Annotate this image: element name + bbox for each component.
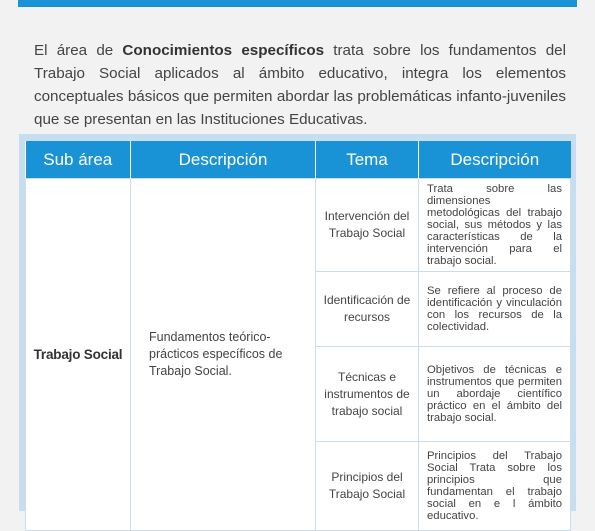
intro-paragraph xyxy=(34,39,566,131)
tema-cell: Identificación de recursos xyxy=(316,272,419,347)
header-subarea: Sub área xyxy=(26,141,131,179)
table-header-row xyxy=(26,141,571,179)
intro-bold-term: Conocimientos específicos xyxy=(122,42,325,60)
tema-description-cell: Se refiere al proceso de identificación y vinculación con los recursos de la colectividad. xyxy=(419,272,571,347)
top-accent-bar xyxy=(18,0,577,7)
table-frame xyxy=(19,134,576,522)
intro-text-before: El área de xyxy=(34,42,123,60)
tema-description-cell: Principios del Trabajo Social Trata sobre los principios que fundamentan el trabajo social en e l ámbito educativo. xyxy=(419,442,571,531)
subarea-description-cell: Fundamentos teórico-prácticos específicos de Trabajo Social. xyxy=(131,179,316,531)
table-row xyxy=(26,179,571,272)
intro-text-after: trata sobre los fundamentos del Trabajo Social aplicados al ámbito educativo, integra los elementos conceptuales básicos que permiten abordar las problemáticas infanto-juveniles que se presentan en las Instituciones Educativas. xyxy=(34,42,566,129)
tema-cell: Intervención del Trabajo Social xyxy=(316,179,419,272)
tema-cell: Principios del Trabajo Social xyxy=(316,442,419,531)
header-tema-description: Descripción xyxy=(419,141,571,179)
header-tema: Tema xyxy=(316,141,419,179)
tema-cell: Técnicas e instrumentos de trabajo social xyxy=(316,347,419,442)
tema-description-cell: Trata sobre las dimensiones metodológicas del trabajo social, sus métodos y las características de la intervención para el trabajo social. xyxy=(419,179,571,272)
header-description: Descripción xyxy=(131,141,316,179)
subarea-cell: Trabajo Social xyxy=(26,179,131,531)
tema-description-cell: Objetivos de técnicas e instrumentos que permiten un abordaje científico práctico en el ámbito del trabajo social. xyxy=(419,347,571,442)
knowledge-table xyxy=(25,141,571,531)
